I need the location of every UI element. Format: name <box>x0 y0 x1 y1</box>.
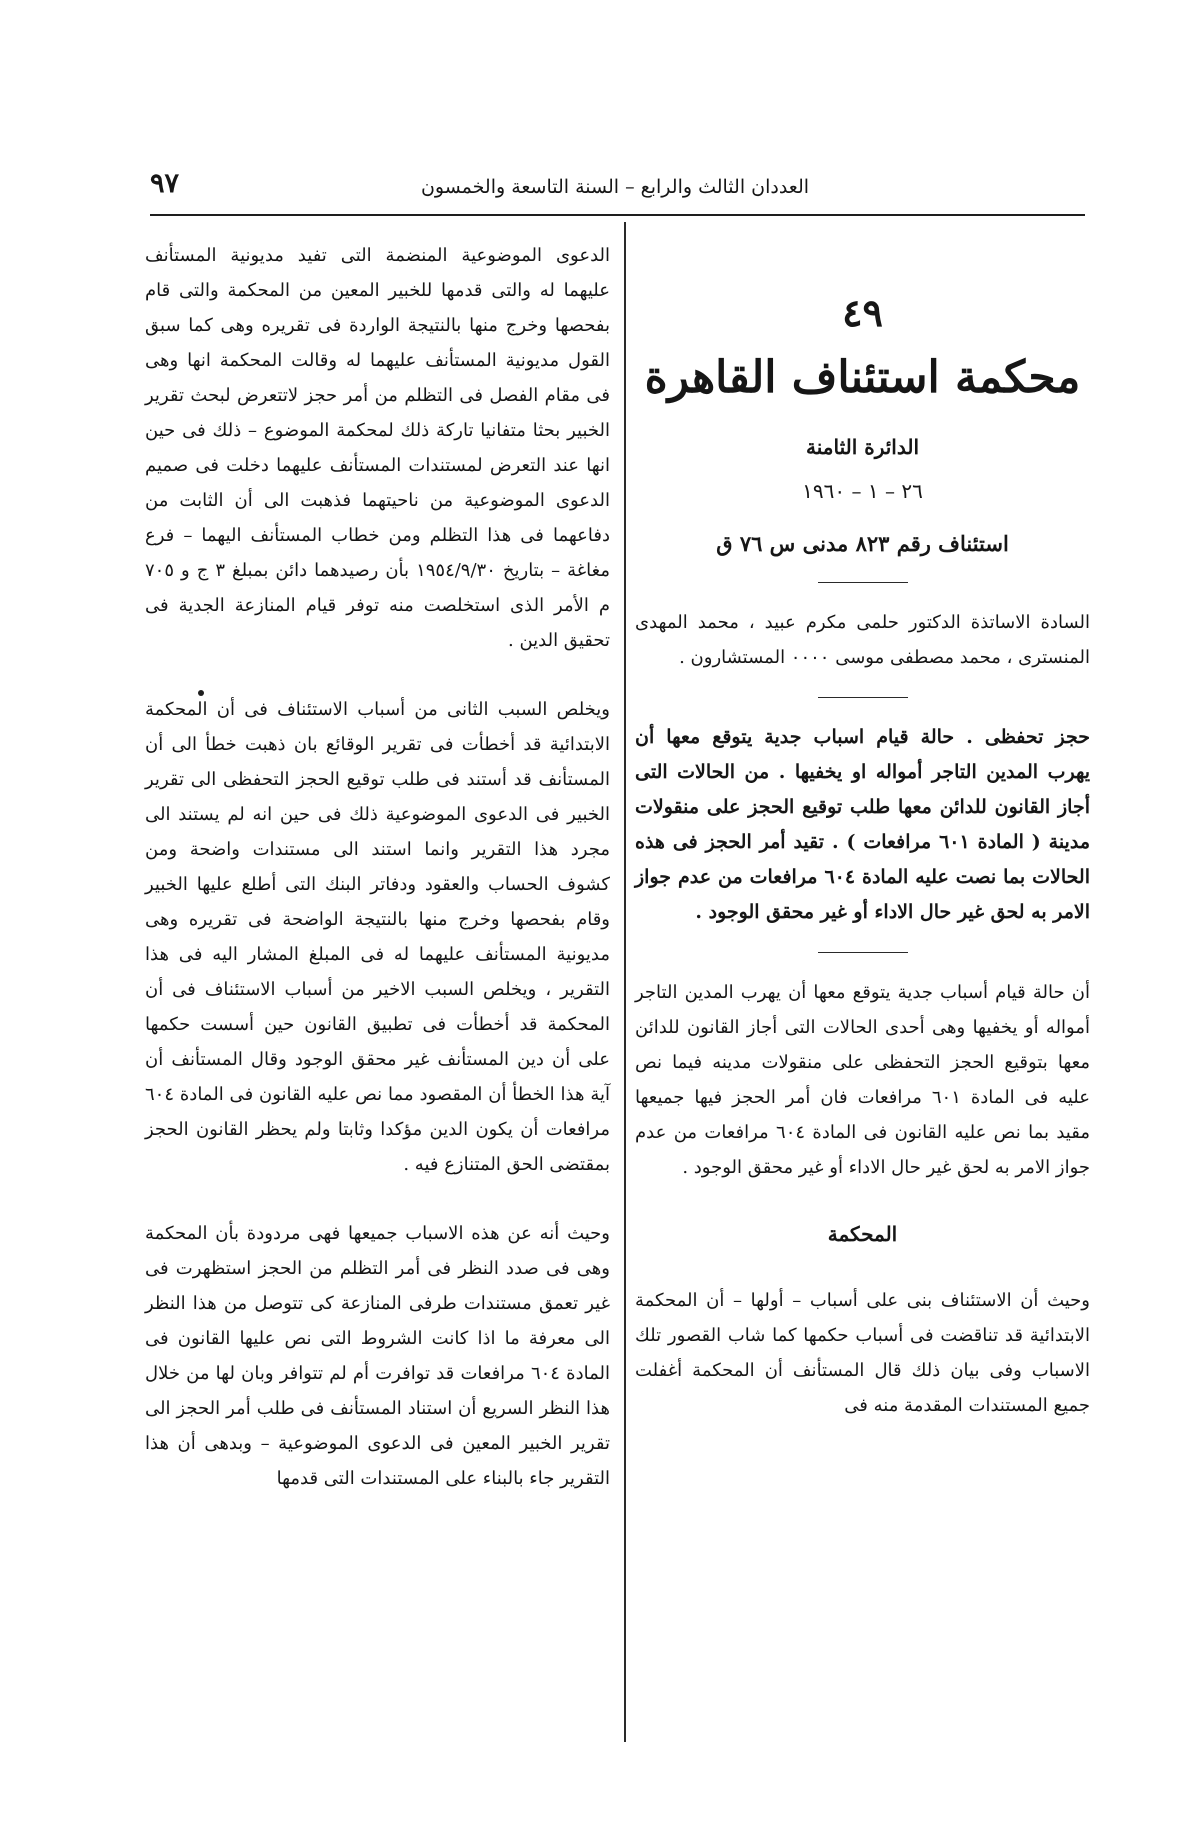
left-column <box>145 238 610 1496</box>
judges-list: السادة الاساتذة الدكتور حلمى مكرم عبيد ، محمد المهدى المنسترى ، محمد مصطفى موسى ٠٠٠٠ المستشارون . <box>635 612 1090 668</box>
print-speck <box>198 690 204 696</box>
running-header-title: العددان الثالث والرابع – السنة التاسعة والخمسون <box>420 176 810 198</box>
headnote: حجز تحفظى . حالة قيام اسباب جدية يتوقع معها أن يهرب المدين التاجر أمواله او يخفيها . من الحالات التى أجاز القانون للدائن معها طلب توقيع الحجز على منقولات مدينة ( المادة ٦٠١ مرافعات ) . تقيد أمر الحجز فى هذه الحالات بما نصت عليه المادة ٦٠٤ مرافعات من عدم جواز الامر به لحق غير حال الاداء أو غير محقق الوجود . <box>635 726 1090 923</box>
appeal-number: استئناف رقم ٨٢٣ مدنى س ٧٦ ق <box>716 531 1009 556</box>
circuit-name: الدائرة الثامنة <box>806 435 919 459</box>
body-paragraph: الدعوى الموضوعية المنضمة التى تفيد مديونية المستأنف عليهما له والتى قدمها للخبير المعين من المحكمة والتى قام بفحصها وخرج منها بالنتيجة الواردة فى تقريره وهى كما سبق القول مديونية المستأنف عليهما له وقالت المحكمة انها وهى فى مقام الفصل فى التظلم من أمر حجز لاتتعرض لبحث تقرير الخبير بحثا متفانيا تاركة ذلك لمحكمة الموضوع – ذلك فى حين انها عند التعرض لمستندات المستأنف عليهما دخلت فى صميم الدعوى الموضوعية من ناحيتهما فذهبت الى أن الثابت من دفاعهما فى هذا التظلم ومن خطاب المستأنف اليهما – فرع مغاغة – بتاريخ ١٩٥٤/٩/٣٠ بأن رصيدهما دائن بمبلغ ٣ ج و ٧٠٥ م الأمر الذى استخلصت منه توفر قيام المنازعة الجدية فى تحقيق الدين . <box>145 245 610 651</box>
body-paragraph: وحيث أنه عن هذه الاسباب جميعها فهى مردودة بأن المحكمة وهى فى صدد النظر فى أمر التظلم من الحجز استظهرت فى غير تعمق مستندات طرفى المنازعة كى تتوصل من هذا النظر الى معرفة ما اذا كانت الشروط التى نص عليها القانون فى المادة ٦٠٤ مرافعات قد توافرت أم لم تتوافر وبان لها من خلال هذا النظر السريع أن استناد المستأنف فى طلب أمر الحجز الى تقرير الخبير المعين فى الدعوى الموضوعية – وبدهى أن هذا التقرير جاء بالبناء على المستندات التى قدمها <box>145 1223 611 1489</box>
separator-rule <box>818 582 908 583</box>
header-rule <box>150 214 1085 216</box>
separator-rule <box>818 697 908 698</box>
separator-rule <box>818 952 908 953</box>
case-date: ٢٦ – ١ – ١٩٦٠ <box>802 479 923 503</box>
section-title-court: المحكمة <box>827 1222 898 1246</box>
case-number: ٤٩ <box>842 290 883 335</box>
court-reasoning-text: وحيث أن الاستئناف بنى على أسباب – أولها – أن المحكمة الابتدائية قد تناقضت فى أسباب حكمها كما شاب القصور تلك الاسباب وفى بيان ذلك قال المستأنف أن المحكمة أغفلت جميع المستندات المقدمة منه فى <box>635 1290 1090 1416</box>
legal-principle-summary: أن حالة قيام أسباب جدية يتوقع معها أن يهرب المدين التاجر أمواله أو يخفيها وهى أحدى الحالات التى أجاز القانون للدائن معها بتوقيع الحجز التحفظى على منقولات مدينه فيما نص عليه فى المادة ٦٠١ مرافعات فان أمر الحجز فيها جميعها مقيد بما نص عليه القانون فى المادة ٦٠٤ مرافعات من عدم جواز الامر به لحق غير حال الاداء أو غير محقق الوجود . <box>635 982 1090 1178</box>
court-name: محكمة استئناف القاهرة <box>644 352 1081 403</box>
right-column <box>635 290 1090 1423</box>
page-number: ٩٧ <box>150 168 180 199</box>
body-paragraph: ويخلص السبب الثانى من أسباب الاستئناف فى أن المحكمة الابتدائية قد أخطأت فى تقرير الوقائع بان ذهبت خطأ الى أن المستأنف قد أستند فى طلب توقيع الحجز التحفظى الى تقرير الخبير فى الدعوى الموضوعية ذلك فى حين انه لم يستند الى مجرد هذا التقرير وانما استند الى مستندات واضحة ومن كشوف الحساب والعقود ودفاتر البنك التى أطلع عليها الخبير وقام بفحصها وخرج منها بالنتيجة الواضحة فى تقريره وهى مديونية المستأنف عليهما له فى المبلغ المشار اليه فى هذا التقرير ، ويخلص السبب الاخير من أسباب الاستئناف فى أن المحكمة قد أخطأت فى تطبيق القانون حين أسست حكمها على أن دين المستأنف غير محقق الوجود وقال المستأنف أن آية هذا الخطأ أن المقصود مما نص عليه القانون فى المادة ٦٠٤ مرافعات أن يكون الدين مؤكدا وثابتا ولم يحظر القانون الحجز بمقتضى الحق المتنازع فيه . <box>145 699 610 1175</box>
column-divider <box>624 222 626 1742</box>
